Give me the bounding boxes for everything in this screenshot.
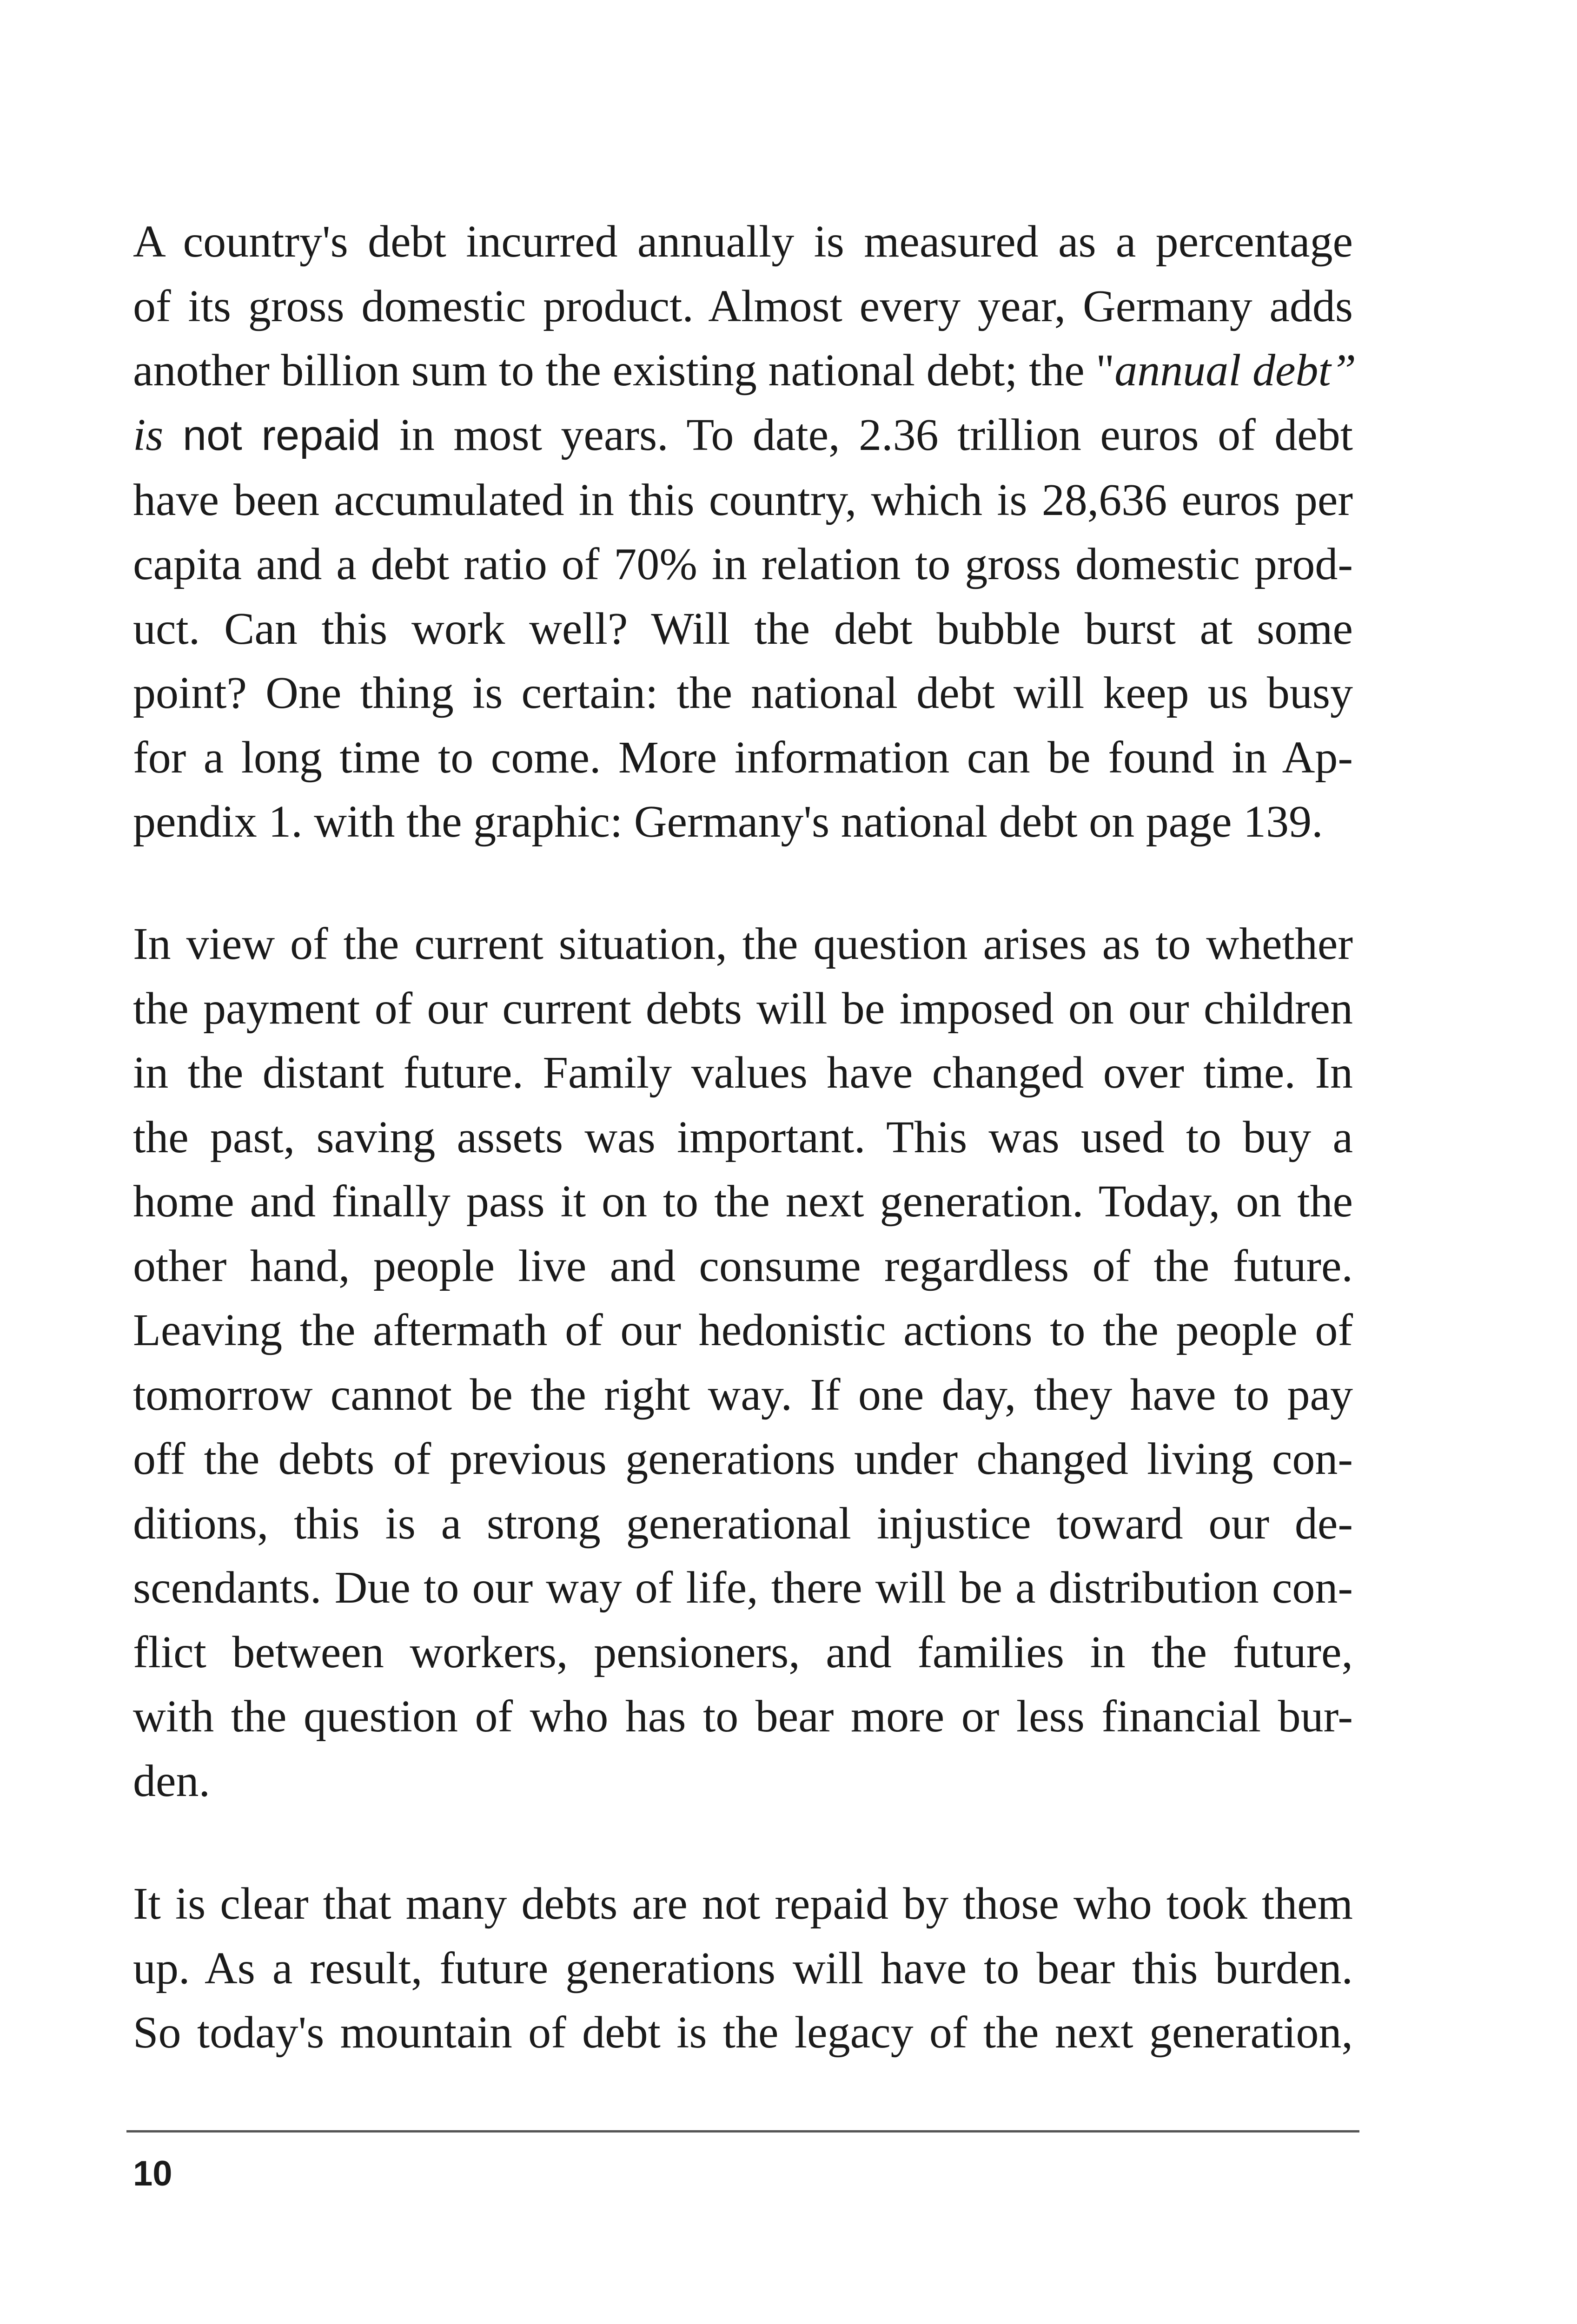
- page-number: 10: [133, 2154, 172, 2193]
- text-line: So today's mountain of debt is the legacy of the next generation,: [133, 2007, 1353, 2058]
- paragraph-generational-debt: [133, 912, 1353, 1813]
- text-line: for a long time to come. More information can be found in Ap-: [133, 732, 1353, 783]
- text-line: in the distant future. Family values have changed over time. In: [133, 1048, 1353, 1098]
- paragraph-debt-legacy: [133, 1872, 1353, 2065]
- text-line: with the question of who has to bear more or less financial bur-: [133, 1691, 1353, 1742]
- text-line: It is clear that many debts are not repaid by those who took them: [133, 1879, 1353, 1929]
- text-line: scendants. Due to our way of life, there will be a distribution con-: [133, 1563, 1353, 1613]
- text-line: point? One thing is certain: the national debt will keep us busy: [133, 668, 1353, 718]
- text-line: flict between workers, pensioners, and families in the future,: [133, 1627, 1353, 1677]
- text-line: ditions, this is a strong generational injustice toward our de-: [133, 1498, 1353, 1549]
- text-run: not repaid: [163, 411, 381, 459]
- text-line: of its gross domestic product. Almost every year, Germany adds: [133, 281, 1353, 331]
- text-line: [133, 403, 1353, 468]
- text-line: tomorrow cannot be the right way. If one day, they have to pay: [133, 1369, 1353, 1420]
- text-run: in most years. To date, 2.36 trillion euros of debt: [380, 409, 1353, 460]
- text-line: other hand, people live and consume regardless of the future.: [133, 1241, 1353, 1291]
- italic-term: annual debt”: [1114, 345, 1357, 396]
- paragraph-national-debt: [133, 210, 1357, 854]
- text-line: the payment of our current debts will be imposed on our children: [133, 983, 1353, 1034]
- text-line: capita and a debt ratio of 70% in relation to gross domestic prod-: [133, 539, 1353, 589]
- text-line: A country's debt incurred annually is measured as a percentage: [133, 217, 1353, 267]
- text-line: In view of the current situation, the question arises as to whether: [133, 919, 1353, 969]
- text-line: the past, saving assets was important. This was used to buy a: [133, 1112, 1353, 1162]
- text-line: [133, 338, 1357, 403]
- text-line: den.: [133, 1756, 210, 1806]
- footer-divider: [126, 2130, 1359, 2133]
- text-line: up. As a result, future generations will have to bear this burden.: [133, 1943, 1353, 1994]
- italic-term: is: [133, 409, 164, 460]
- text-line: Leaving the aftermath of our hedonistic actions to the people of: [133, 1305, 1353, 1355]
- text-run: another billion sum to the existing national debt; the ": [133, 345, 1115, 396]
- text-line: pendix 1. with the graphic: Germany's national debt on page 139.: [133, 797, 1323, 847]
- text-line: home and finally pass it on to the next generation. Today, on the: [133, 1176, 1353, 1227]
- text-line: off the debts of previous generations under changed living con-: [133, 1434, 1353, 1484]
- text-line: uct. Can this work well? Will the debt bubble burst at some: [133, 603, 1353, 654]
- text-line: have been accumulated in this country, which is 28,636 euros per: [133, 475, 1353, 525]
